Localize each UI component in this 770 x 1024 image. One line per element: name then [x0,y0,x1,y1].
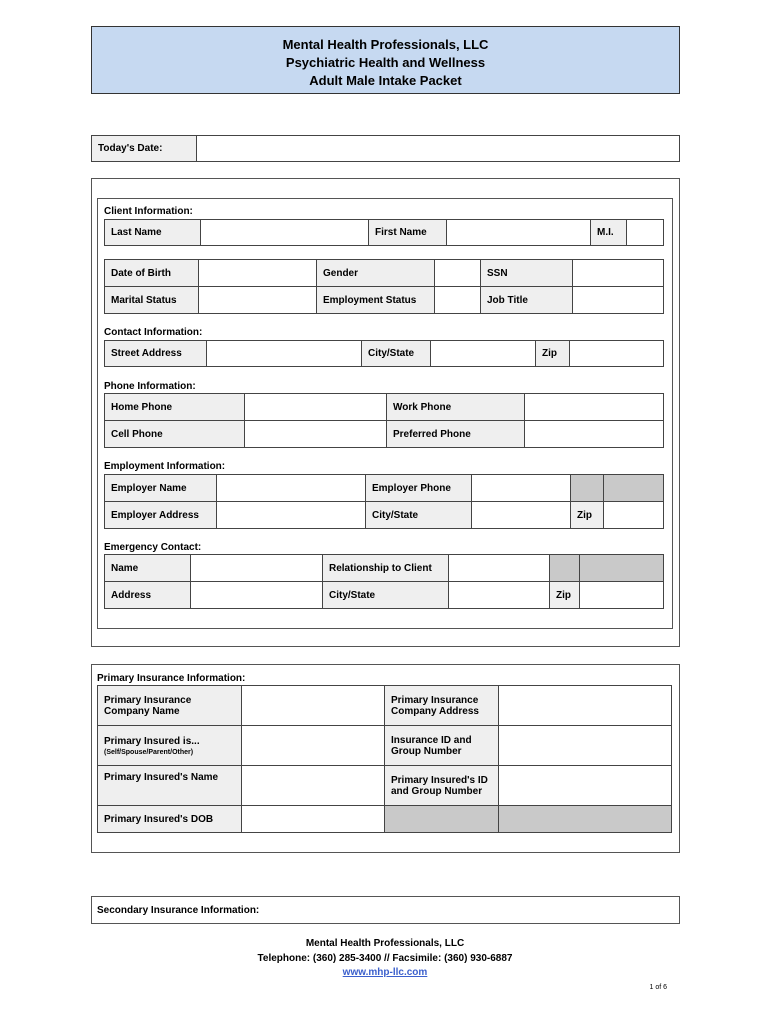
employer-gray-cell [571,475,604,502]
insurance-gray-cell [499,806,672,833]
contact-city-label: City/State [362,341,431,367]
street-label: Street Address [105,341,207,367]
home-phone-label: Home Phone [105,394,245,421]
cell-phone-field[interactable] [245,421,387,448]
emergency-gray-cell [580,555,664,582]
contact-zip-label: Zip [536,341,570,367]
client-section-title: Client Information: [104,206,193,217]
employer-gray-cell [604,475,664,502]
relationship-field[interactable] [449,555,550,582]
insured-is-text: Primary Insured is... [104,735,200,747]
insured-id-label: Primary Insured's ID and Group Number [385,766,499,806]
employment-table [104,474,664,529]
insured-name-field[interactable] [242,766,385,806]
employment-status-field[interactable] [435,287,481,314]
employer-zip-field[interactable] [604,502,664,529]
insured-is-field[interactable] [242,726,385,766]
employer-city-field[interactable] [472,502,571,529]
company-name-field[interactable] [242,686,385,726]
todays-date-field[interactable] [197,136,680,162]
insured-dob-label: Primary Insured's DOB [98,806,242,833]
employer-city-label: City/State [366,502,472,529]
footer-company: Mental Health Professionals, LLC [305,938,465,949]
emergency-name-label: Name [105,555,191,582]
home-phone-field[interactable] [245,394,387,421]
emergency-zip-field[interactable] [580,582,664,609]
header-form-title: Adult Male Intake Packet [309,73,462,88]
ssn-label: SSN [481,260,573,287]
company-address-label: Primary Insurance Company Address [385,686,499,726]
insured-is-note: (Self/Spouse/Parent/Other) [104,748,194,756]
employer-address-field[interactable] [217,502,366,529]
mi-field[interactable] [627,220,664,246]
header-company: Mental Health Professionals, LLC [282,37,489,52]
contact-table [104,340,664,367]
emergency-name-field[interactable] [191,555,323,582]
client-details-table [104,259,664,314]
contact-section-title: Contact Information: [104,327,203,338]
emergency-section-title: Emergency Contact: [104,542,202,553]
marital-field[interactable] [199,287,317,314]
cell-phone-label: Cell Phone [105,421,245,448]
marital-label: Marital Status [105,287,199,314]
footer-contact: Telephone: (360) 285-3400 // Facsimile: (360) 930-6887 [257,953,513,964]
footer-website-link[interactable]: www.mhp-llc.com [342,967,428,978]
gender-label: Gender [317,260,435,287]
employment-status-label: Employment Status [317,287,435,314]
emergency-address-field[interactable] [191,582,323,609]
todays-date-table [91,135,680,162]
gender-field[interactable] [435,260,481,287]
insured-is-label [98,726,242,766]
emergency-zip-label: Zip [550,582,580,609]
insurance-id-label: Insurance ID and Group Number [385,726,499,766]
employment-section-title: Employment Information: [104,461,226,472]
job-title-label: Job Title [481,287,573,314]
insured-id-field[interactable] [499,766,672,806]
ssn-field[interactable] [573,260,664,287]
employer-name-label: Employer Name [105,475,217,502]
dob-label: Date of Birth [105,260,199,287]
preferred-phone-label: Preferred Phone [387,421,525,448]
first-name-field[interactable] [447,220,591,246]
emergency-city-field[interactable] [449,582,550,609]
insured-name-label: Primary Insured's Name [98,766,242,806]
insurance-gray-cell [385,806,499,833]
insured-dob-field[interactable] [242,806,385,833]
dob-field[interactable] [199,260,317,287]
work-phone-field[interactable] [525,394,664,421]
mi-label: M.I. [591,220,627,246]
primary-section-title: Primary Insurance Information: [97,673,246,684]
page-number: 1 of 6 [649,984,667,991]
preferred-phone-field[interactable] [525,421,664,448]
secondary-section-title: Secondary Insurance Information: [97,905,260,916]
emergency-table [104,554,664,609]
relationship-label: Relationship to Client [323,555,449,582]
last-name-label: Last Name [105,220,201,246]
job-title-field[interactable] [573,287,664,314]
emergency-city-label: City/State [323,582,449,609]
first-name-label: First Name [369,220,447,246]
header-banner [91,26,680,94]
insurance-id-field[interactable] [499,726,672,766]
primary-insurance-table [97,685,672,833]
contact-zip-field[interactable] [570,341,664,367]
emergency-gray-cell [550,555,580,582]
client-name-table [104,219,664,246]
street-field[interactable] [207,341,362,367]
employer-address-label: Employer Address [105,502,217,529]
todays-date-label: Today's Date: [92,136,197,162]
employer-phone-label: Employer Phone [366,475,472,502]
last-name-field[interactable] [201,220,369,246]
header-subtitle: Psychiatric Health and Wellness [285,55,486,70]
emergency-address-label: Address [105,582,191,609]
company-address-field[interactable] [499,686,672,726]
phone-table [104,393,664,448]
contact-city-field[interactable] [431,341,536,367]
employer-name-field[interactable] [217,475,366,502]
employer-phone-field[interactable] [472,475,571,502]
work-phone-label: Work Phone [387,394,525,421]
company-name-label: Primary Insurance Company Name [98,686,242,726]
employer-zip-label: Zip [571,502,604,529]
phone-section-title: Phone Information: [104,381,196,392]
